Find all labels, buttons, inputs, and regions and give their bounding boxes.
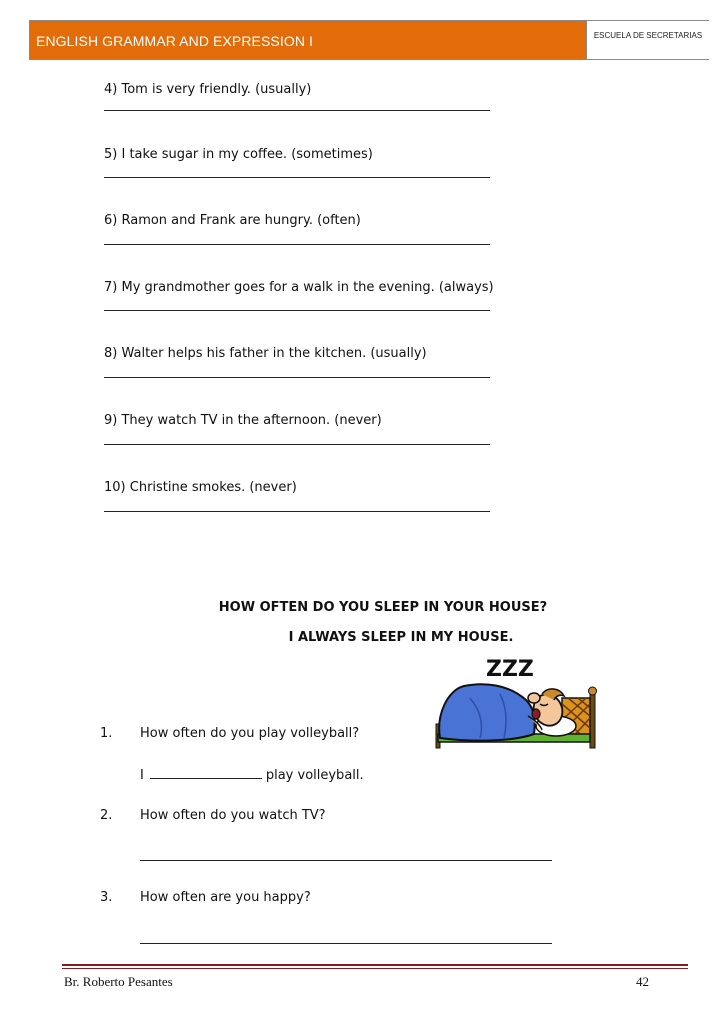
header-bar <box>29 20 709 60</box>
question-number-3: 3. <box>100 890 113 905</box>
answer-blank-1[interactable] <box>150 766 262 779</box>
answer-line-q2[interactable] <box>140 860 552 861</box>
question-1: How often do you play volleyball? <box>140 726 360 741</box>
exercise-7: 7) My grandmother goes for a walk in the evening. (always) <box>104 280 494 295</box>
footer-author: Br. Roberto Pesantes <box>64 974 173 989</box>
answer-line-q3[interactable] <box>140 943 552 944</box>
answer-line-8[interactable] <box>104 377 490 378</box>
sleeping-person-in-bed-icon <box>430 654 604 750</box>
footer-rule <box>62 964 688 966</box>
answer-line-4[interactable] <box>104 110 490 111</box>
zzz-text: ZZZ <box>486 657 534 682</box>
question-3: How often are you happy? <box>140 890 311 905</box>
question-number-1: 1. <box>100 726 113 741</box>
exercise-9: 9) They watch TV in the afternoon. (never) <box>104 413 382 428</box>
answer-prefix: I <box>140 768 144 783</box>
header-title-box <box>30 21 586 59</box>
document-title: ENGLISH GRAMMAR AND EXPRESSION I <box>36 33 314 49</box>
exercise-10: 10) Christine smokes. (never) <box>104 480 297 495</box>
school-name: ESCUELA DE SECRETARIAS <box>593 31 703 40</box>
question-2: How often do you watch TV? <box>140 808 326 823</box>
header-school-box <box>586 21 709 59</box>
example-question: HOW OFTEN DO YOU SLEEP IN YOUR HOUSE? <box>218 600 548 615</box>
example-answer: I ALWAYS SLEEP IN MY HOUSE. <box>288 630 514 645</box>
exercise-6: 6) Ramon and Frank are hungry. (often) <box>104 213 361 228</box>
question-1-answer <box>140 766 364 783</box>
answer-line-6[interactable] <box>104 244 490 245</box>
answer-line-10[interactable] <box>104 511 490 512</box>
footer-rule-thin <box>62 968 688 969</box>
exercise-5: 5) I take sugar in my coffee. (sometimes) <box>104 147 373 162</box>
question-number-2: 2. <box>100 808 113 823</box>
answer-suffix: play volleyball. <box>265 768 364 783</box>
page-number: 42 <box>636 974 649 989</box>
answer-line-7[interactable] <box>104 310 490 311</box>
exercise-8: 8) Walter helps his father in the kitchen. (usually) <box>104 346 427 361</box>
answer-line-5[interactable] <box>104 177 490 178</box>
answer-line-9[interactable] <box>104 444 490 445</box>
exercise-4: 4) Tom is very friendly. (usually) <box>104 82 312 97</box>
